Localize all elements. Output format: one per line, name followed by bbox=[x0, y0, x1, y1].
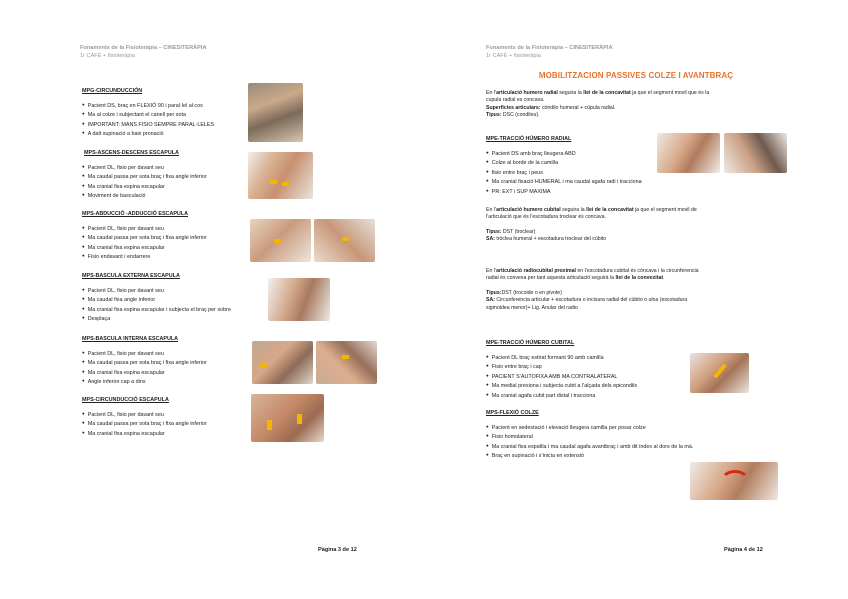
arrow-icon bbox=[274, 239, 281, 243]
list-item: ● IMPORTANT: MANS FISIO SEMPRE PARAL·LELES bbox=[82, 120, 214, 130]
list-item: ● Braç en supinació i s’inicia en extensió bbox=[486, 451, 693, 461]
arrow-icon bbox=[342, 237, 349, 241]
list-item: ● Ma cranial agafa cubit part distal i tracciona bbox=[486, 391, 637, 401]
photo-flexio-colze bbox=[690, 462, 778, 500]
page-number: Pàgina 4 de 12 bbox=[724, 547, 763, 553]
list-item: ● Ma cranial fixa espina escapular i subjecta el braç per sobre bbox=[82, 305, 231, 315]
photo-abduccio-1 bbox=[250, 219, 311, 262]
section-mpe-traccio-humero-cubital bbox=[486, 340, 637, 401]
intro-paragraph: En l’articulació humero radial seguira la llei de la concavitat ja que el segment movil que és la cupula radial es concava. Superficies articulars: còndilo humeral + cúpula radial. Tipus: DSC (condileu). bbox=[486, 90, 710, 119]
page-title: MOBILITZACION PASSIVES COLZE I AVANTBRAÇ bbox=[538, 71, 734, 80]
curved-arrow-icon bbox=[720, 470, 750, 494]
list-item: ● Ma cranial fixació HUMERAL i ma caudal agafa radi i tracciona bbox=[486, 177, 642, 187]
list-item: ● Pacient DL, fisio per davant seu bbox=[82, 286, 231, 296]
list-item: ● Moviment de basculació bbox=[82, 191, 207, 201]
section-heading: MPE-TRACCIÓ HÚMERO CUBITAL bbox=[486, 340, 575, 346]
arrow-icon bbox=[342, 355, 349, 359]
list-item: ● Ma caudal passa per sota braç i fixa angle inferior bbox=[82, 419, 207, 429]
list-item: ● Pacient DL, fisio per davant seu bbox=[82, 410, 207, 420]
section-heading: MPS-BASCULA INTERNA ESCAPULA bbox=[82, 336, 179, 342]
list-item: ● Ma cranial fixa espina escapular bbox=[82, 368, 207, 378]
page-right bbox=[424, 0, 848, 599]
list-item: ● Ma cranial fixa espina escapular bbox=[82, 243, 207, 253]
list-item: ● Pacient DL, fisio per davant seu bbox=[82, 163, 207, 173]
photo-traccio-radial-1 bbox=[657, 133, 720, 173]
list-item: ● Ma caudal passa per sota braç i fixa angle inferior bbox=[82, 358, 207, 368]
page-number: Pàgina 3 de 12 bbox=[318, 547, 357, 553]
section-mps-bascula-interna bbox=[82, 336, 207, 387]
section-mps-circunduccio-escapula bbox=[82, 397, 207, 438]
list-item: ● Pacient DS amb braç lleugera ABD bbox=[486, 149, 642, 159]
list-item: ● Pacient DL braç estirat formant 90 amb camilla bbox=[486, 353, 637, 363]
list-item: ● Fisio homolateral bbox=[486, 432, 693, 442]
list-item: ● A dalt supinació a baix pronació bbox=[82, 129, 214, 139]
list-item: ● Ma cranial fixa espina escapular bbox=[82, 429, 207, 439]
photo-circunduccio-escapula bbox=[251, 394, 324, 442]
section-heading: MPS-CIRCUNDUCCIÓ ESCAPULA bbox=[82, 397, 169, 403]
section-mps-bascula-externa bbox=[82, 273, 231, 324]
list-item: ● Colze al borde de la camilla bbox=[486, 158, 642, 168]
arrow-icon bbox=[270, 180, 277, 184]
arrow-icon bbox=[282, 182, 289, 186]
photo-bascula-externa bbox=[268, 278, 330, 321]
photo-circunduccion bbox=[248, 83, 303, 142]
list-item: ● Ma caudal passa per sota braç i fixa angle inferior bbox=[82, 233, 207, 243]
photo-bascula-interna-1 bbox=[252, 341, 313, 384]
arrow-icon bbox=[260, 363, 267, 367]
list-item: ● Ma medial presiona i subjecta cubit a l’alçada dels epicondils bbox=[486, 381, 637, 391]
photo-traccio-radial-2 bbox=[724, 133, 787, 173]
section-heading: MPS-BASCULA EXTERNA ESCAPULA bbox=[82, 273, 180, 279]
section-heading: MPS-FLEXIÓ COLZE bbox=[486, 410, 539, 416]
list-item: ● Pacient DL, fisio per davant seu bbox=[82, 224, 207, 234]
list-item: ● Angle inferior cap a dins bbox=[82, 377, 207, 387]
paragraph-humero-cubital: En l’articulació humero cubital seguira la llei de la concavitat ja que el segment movil de l’articulació que és l’escotadura troclear és concava. Tipus: DST (troclear) SA: tròclea humeral + escotadura troclear del cúbito bbox=[486, 207, 697, 243]
photo-ascens-descens bbox=[248, 152, 313, 199]
section-heading: MPS-ABDUCCIÓ -ADDUCCIÓ ESCAPULA bbox=[82, 211, 189, 217]
section-heading: MPS-ASCENS-DESCENS ESCAPULA bbox=[84, 150, 179, 156]
list-item: ● Desplaça bbox=[82, 314, 231, 324]
section-mpg-circunduccion bbox=[82, 88, 214, 139]
list-item: ● Pacient DS, braç en FLEXIÓ 90 i paral·lel al cos bbox=[82, 101, 214, 111]
section-heading: MPE-TRACCIÓ HÚMERO RADIAL bbox=[486, 136, 572, 142]
arrow-icon bbox=[267, 420, 272, 430]
list-item: ● Pacient DL, fisio per davant seu bbox=[82, 349, 207, 359]
paragraph-radiocubital: En l’articulació radiocubital proximal en l’escotadura cubital és còncava i la circunferencia radial és convexa per tant aquesta articulació seguirà la llei de la convexitat. Tipus:DST (trocoide o en pivote) SA: Circunferencia articular + escotadura o incisura radial del cúbito o ulna (escotadura sigmoidea menor)+ Lig. Anular del radio bbox=[486, 268, 699, 311]
list-item: ● Fisio entre braç i cap bbox=[486, 362, 637, 372]
running-header: Fonaments de la Fisioteràpia – CINESITERÀPIA 1r CAFÈ + fisioteràpia bbox=[80, 45, 207, 59]
list-item: ● Pacient en sedestació i elevació lleugera camilla per posar colze bbox=[486, 423, 693, 433]
list-item: ● Ma caudal fixa angle inferior bbox=[82, 295, 231, 305]
section-mps-ascens-descens bbox=[84, 150, 207, 201]
list-item: ● Fisio endavant i endarrere bbox=[82, 252, 207, 262]
photo-traccio-cubital bbox=[690, 353, 749, 393]
section-mpe-traccio-humero-radial bbox=[486, 136, 642, 197]
section-mps-abduccio-adduccio bbox=[82, 211, 207, 262]
photo-bascula-interna-2 bbox=[316, 341, 377, 384]
list-item: ● Ma caudal passa per sota braç i fixa angle inferior bbox=[82, 172, 207, 182]
section-mps-flexio-colze bbox=[486, 410, 693, 461]
photo-abduccio-2 bbox=[314, 219, 375, 262]
list-item: ● PR: EXT i SUP MAXIMA bbox=[486, 187, 642, 197]
section-heading: MPG-CIRCUNDUCCIÓN bbox=[82, 88, 143, 94]
running-header: Fonaments de la Fisioteràpia – CINESITERÀPIA 1r CAFÈ + fisioteràpia bbox=[486, 45, 613, 59]
list-item: ● Ma cranial fixa espatlla i ma caudal agafa avantbraç i amb dit index al dors de la mà. bbox=[486, 442, 693, 452]
arrow-icon bbox=[297, 414, 302, 424]
list-item: ● Ma cranial fixa espina escapular bbox=[82, 182, 207, 192]
arrow-icon bbox=[713, 364, 726, 379]
list-item: ● PACIENT S’AUTOFIXA AMB MA CONTRALATERAL bbox=[486, 372, 637, 382]
list-item: ● fisio entre braç i peus bbox=[486, 168, 642, 178]
list-item: ● Ma al colze i subjectant el canell per sota bbox=[82, 110, 214, 120]
